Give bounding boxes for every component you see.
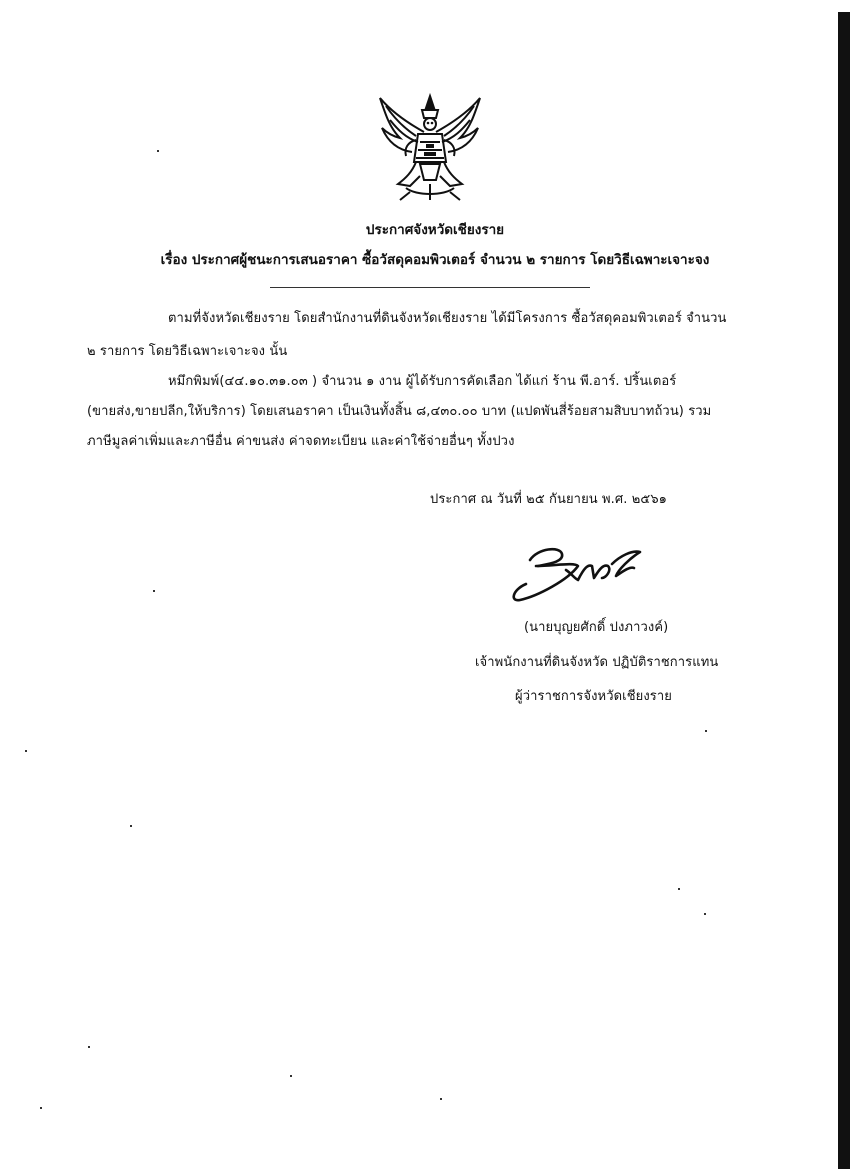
document-heading: ประกาศจังหวัดเชียงราย xyxy=(365,222,505,238)
scan-edge-bar xyxy=(838,12,850,1169)
scan-speck xyxy=(25,750,27,752)
scan-speck xyxy=(678,888,680,890)
heading-divider xyxy=(270,287,590,288)
scan-speck xyxy=(40,1107,42,1109)
scan-speck xyxy=(157,150,159,152)
announcement-date: ประกาศ ณ วันที่ ๒๕ กันยายน พ.ศ. ๒๕๖๑ xyxy=(430,492,668,507)
garuda-emblem-icon xyxy=(376,92,484,204)
paragraph2-line2: (ขายส่ง,ขายปลีก,ให้บริการ) โดยเสนอราคา เป็นเงินทั้งสิ้น ๘,๔๓๐.๐๐ บาท (แปดพันสี่ร้อยสามสิบบาทถ้วน) รวม xyxy=(87,404,712,419)
scan-speck xyxy=(290,1075,292,1077)
signatory-name: (นายบุญยศักดิ์ ปงภาวงค์) xyxy=(524,620,669,635)
scan-speck xyxy=(704,913,706,915)
paragraph1-line1: ตามที่จังหวัดเชียงราย โดยสำนักงานที่ดินจังหวัดเชียงราย ได้มีโครงการ ซื้อวัสดุคอมพิวเตอร์ จำนวน xyxy=(168,311,727,326)
paragraph2-line3: ภาษีมูลค่าเพิ่มและภาษีอื่น ค่าขนส่ง ค่าจดทะเบียน และค่าใช้จ่ายอื่นๆ ทั้งปวง xyxy=(87,434,515,449)
signatory-position: เจ้าพนักงานที่ดินจังหวัด ปฏิบัติราชการแทน xyxy=(475,655,719,670)
signatory-office: ผู้ว่าราชการจังหวัดเชียงราย xyxy=(515,689,672,704)
paragraph1-line2: ๒ รายการ โดยวิธีเฉพาะเจาะจง นั้น xyxy=(87,344,288,359)
scan-speck xyxy=(153,590,155,592)
document-subject: เรื่อง ประกาศผู้ชนะการเสนอราคา ซื้อวัสดุคอมพิวเตอร์ จำนวน ๒ รายการ โดยวิธีเฉพาะเจาะจง xyxy=(160,252,710,268)
paragraph2-line1: หมึกพิมพ์(๔๔.๑๐.๓๑.๐๓ ) จำนวน ๑ งาน ผู้ได้รับการคัดเลือก ได้แก่ ร้าน พี.อาร์. ปริ้นเตอร์ xyxy=(168,374,677,389)
scan-speck xyxy=(88,1046,90,1048)
scan-speck xyxy=(705,730,707,732)
handwritten-signature-icon xyxy=(508,540,648,606)
scan-speck xyxy=(130,825,132,827)
scan-speck xyxy=(440,1098,442,1100)
